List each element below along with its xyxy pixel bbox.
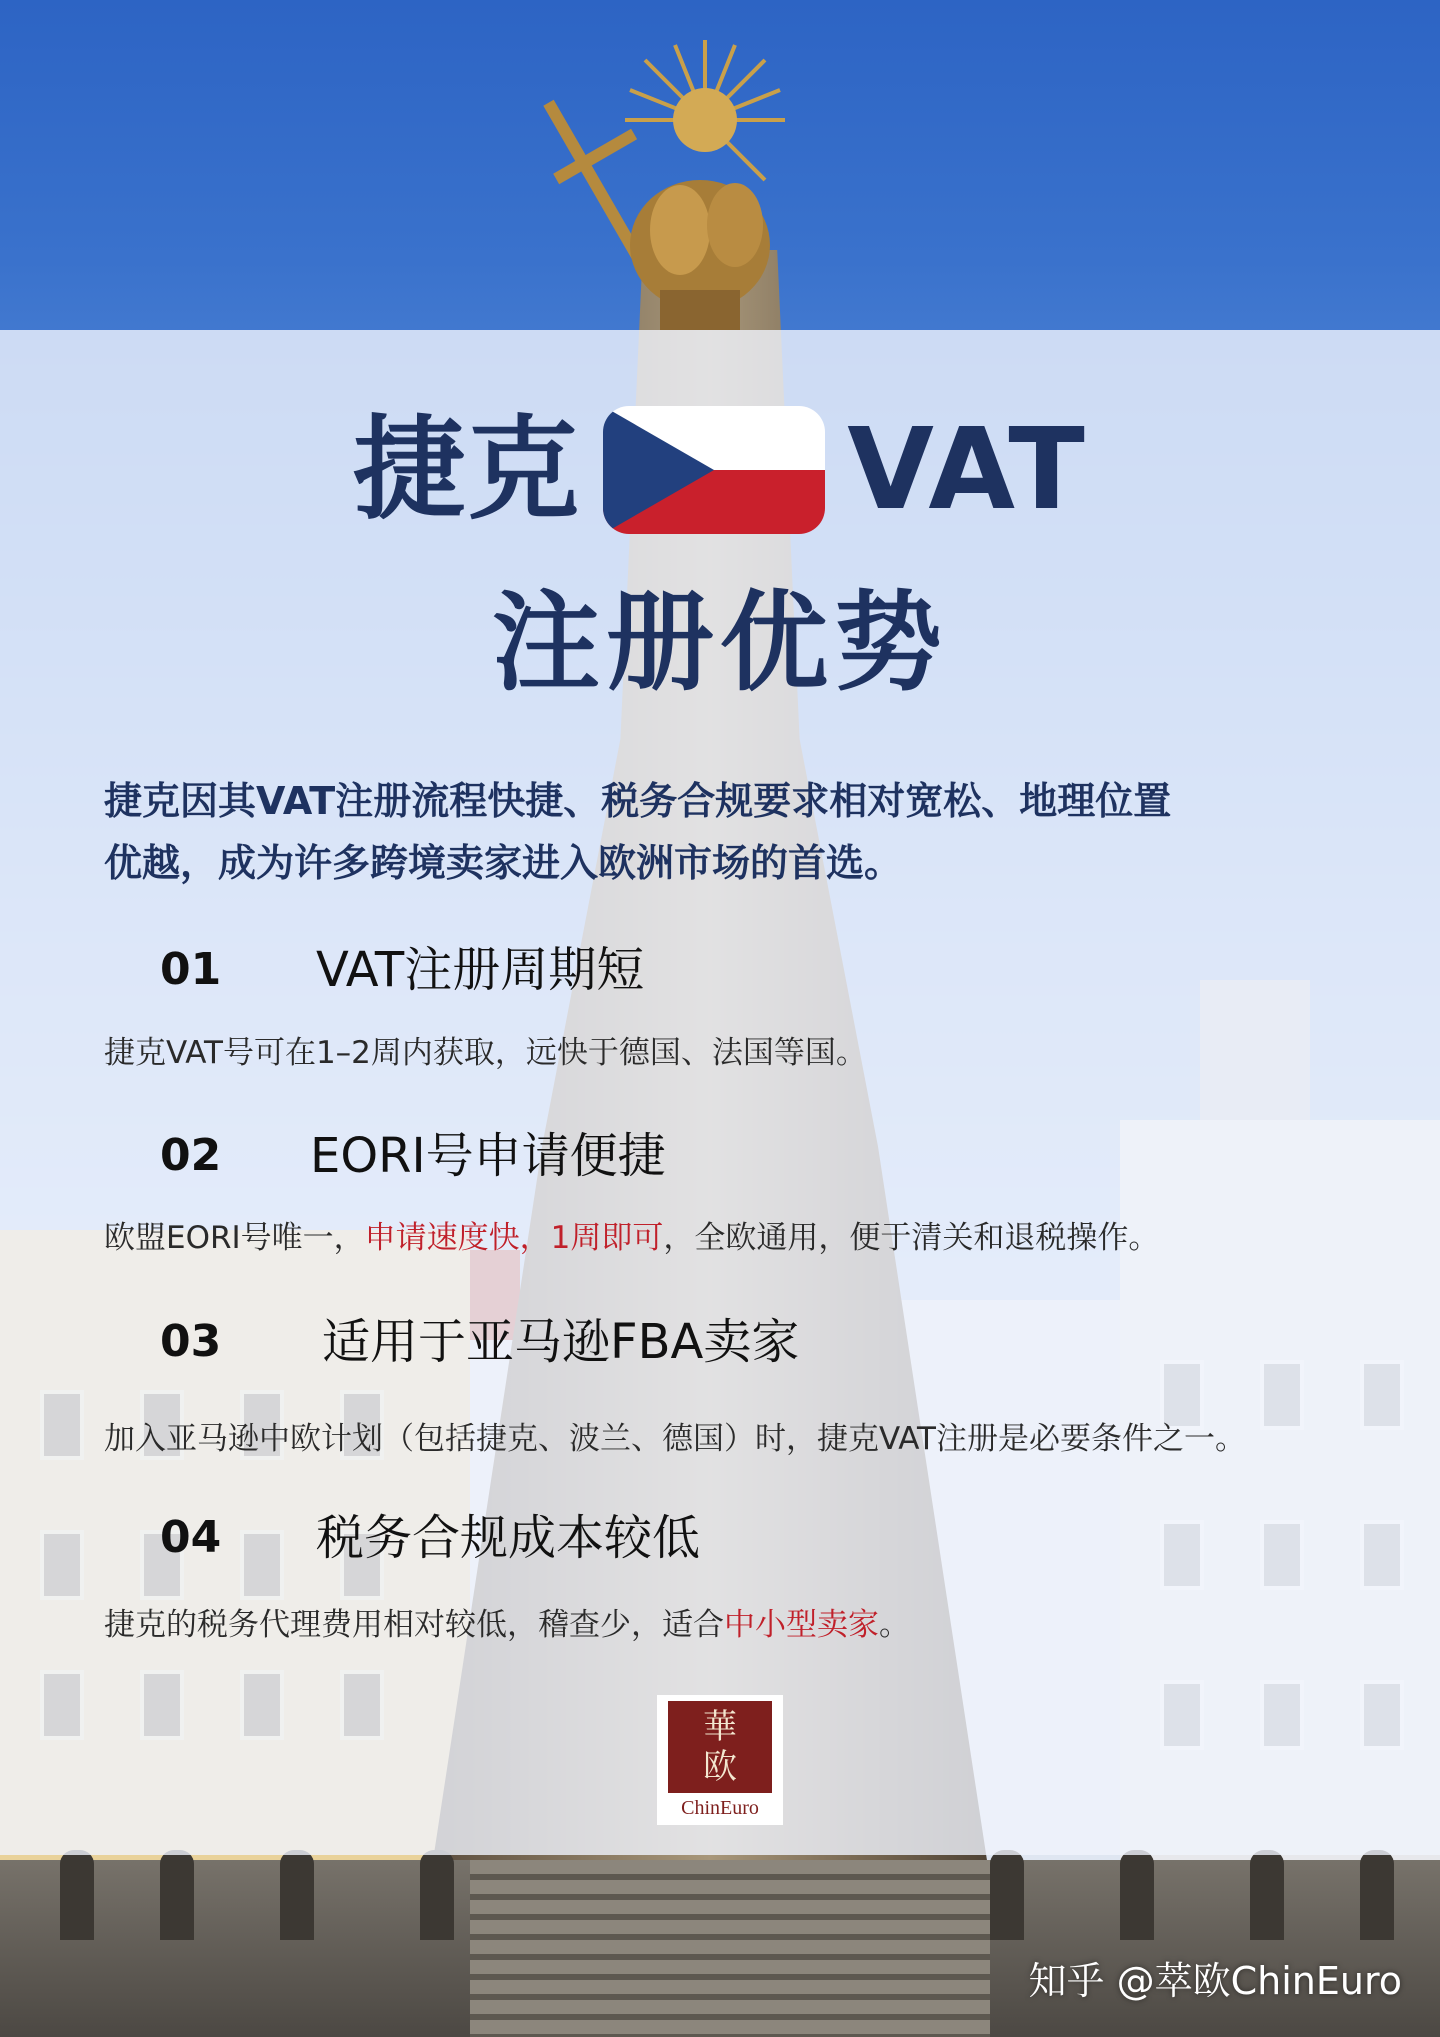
zhihu-watermark: 知乎 @萃欧ChinEuro (1028, 1959, 1402, 2003)
intro-paragraph (104, 770, 1364, 894)
title-row (0, 400, 1440, 540)
stairs (470, 1860, 990, 2037)
item-description: 捷克VAT号可在1–2周内获取，远快于德国、法国等国。 (104, 1035, 867, 1071)
highlight-text: 中小型卖家 (724, 1607, 879, 1643)
item-title: VAT注册周期短 (316, 942, 645, 998)
item-heading (0, 940, 1440, 1000)
highlight-text: 申请速度快，1周即可 (364, 1220, 664, 1256)
item-description: 加入亚马逊中欧计划（包括捷克、波兰、德国）时，捷克VAT注册是必要条件之一。 (104, 1421, 1246, 1457)
item-description: 捷克的税务代理费用相对较低，稽查少，适合中小型卖家。 (104, 1607, 910, 1643)
logo-char: 欧 (703, 1747, 737, 1787)
item-heading (0, 1312, 1440, 1372)
intro-line: 捷克因其VAT注册流程快捷、税务合规要求相对宽松、地理位置 (104, 779, 1172, 823)
item-number: 04 (160, 1512, 222, 1563)
item-title: 适用于亚马逊FBA卖家 (322, 1314, 800, 1370)
title-prefix: 捷克 (353, 405, 582, 535)
item-number: 02 (160, 1130, 222, 1181)
item-number: 01 (160, 944, 222, 995)
item-title: 税务合规成本较低 (316, 1510, 701, 1566)
czech-flag-icon (603, 406, 825, 534)
item-heading (0, 1126, 1440, 1186)
intro-line: 优越，成为许多跨境卖家进入欧洲市场的首选。 (104, 841, 903, 885)
logo-char: 華 (703, 1707, 737, 1747)
logo-mark (668, 1701, 772, 1793)
item-number: 03 (160, 1316, 222, 1367)
item-heading (0, 1508, 1440, 1568)
item-description: 欧盟EORI号唯一，申请速度快，1周即可，全欧通用，便于清关和退税操作。 (104, 1220, 1160, 1256)
golden-sculpture (530, 30, 850, 330)
item-title: EORI号申请便捷 (310, 1128, 666, 1184)
logo-text: ChinEuro (681, 1797, 759, 1819)
chineuro-logo (657, 1695, 783, 1825)
title-suffix: VAT (847, 405, 1087, 535)
page-title-line2: 注册优势 (491, 581, 948, 706)
